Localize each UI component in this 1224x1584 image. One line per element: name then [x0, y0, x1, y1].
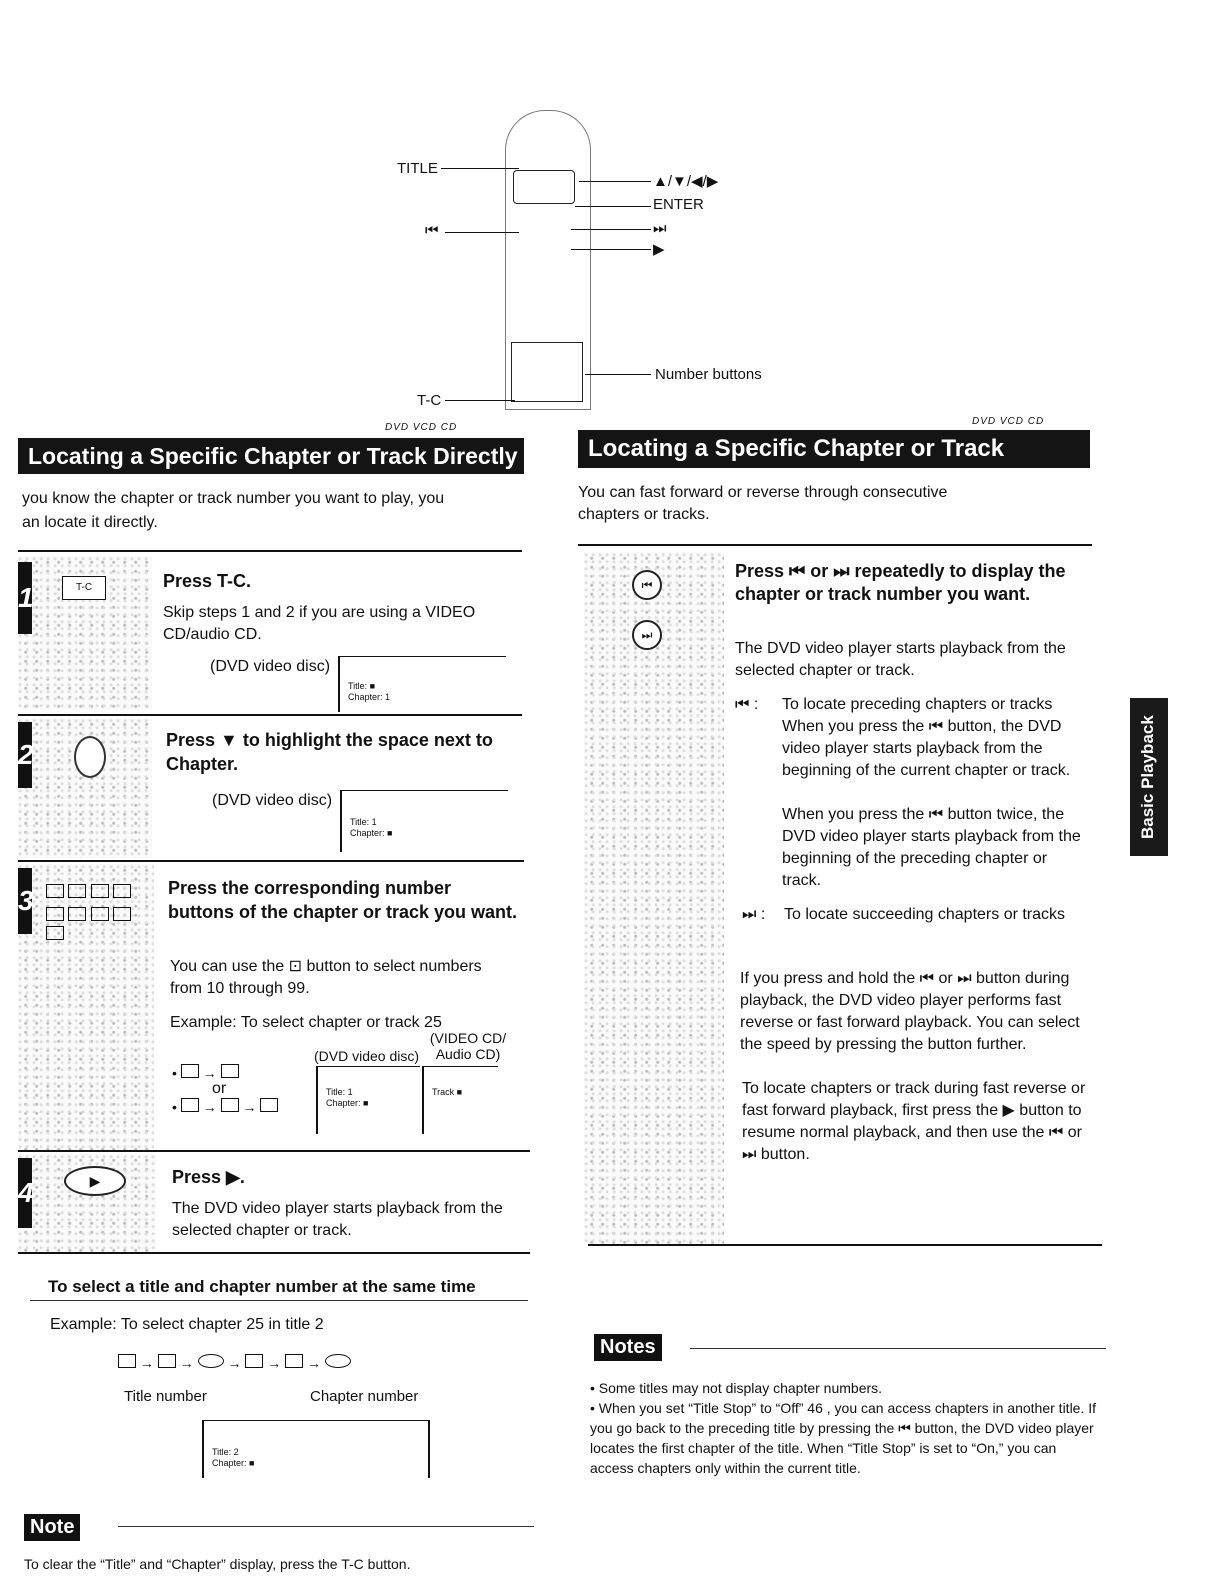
sub-screen-chapter: Chapter: ■ [212, 1458, 255, 1468]
step3-disc-dvd-label: (DVD video disc) [314, 1048, 420, 1064]
sub-heading-rule [30, 1300, 528, 1301]
left-note-rule [118, 1526, 534, 1527]
digit-1-icon [46, 884, 64, 898]
tc-button-icon: T-C [62, 576, 106, 600]
sub-screen [202, 1420, 430, 1478]
step2-screen-title: Title: 1 [350, 817, 377, 827]
right-notes-rule [690, 1348, 1106, 1349]
step3-sequence-a: • → [172, 1064, 239, 1081]
step1-disc-label: (DVD video disc) [210, 658, 331, 675]
right-intro: You can fast forward or reverse through consecutive chapters or tracks. [578, 484, 948, 523]
step3-title: Press the corresponding number buttons of the chapter or track you want. [168, 878, 518, 922]
right-section-heading: Locating a Specific Chapter or Track [578, 430, 1090, 468]
tc-label: T-C [417, 392, 442, 409]
digit-9-icon [46, 926, 64, 940]
step3-number: 3 [18, 868, 32, 934]
next-text: To locate succeeding chapters or tracks [784, 906, 1066, 923]
enter-leader [575, 206, 651, 207]
prev-label: ⏮ [425, 222, 439, 239]
right-step-top-rule [578, 544, 1092, 546]
prev-text-2: When you press the ⏮ button, the DVD video player starts playback from the beginning of the current chapter or track. [782, 718, 1071, 779]
play-label: ▶ [653, 241, 665, 258]
step3-or: or [212, 1080, 227, 1097]
step2-top-rule [18, 714, 522, 716]
step3-dvd-screen-title: Title: 1 [326, 1087, 353, 1097]
step4-body: The DVD video player starts playback from the selected chapter or track. [172, 1200, 503, 1239]
sub-screen-title: Title: 2 [212, 1447, 239, 1457]
sub-heading: To select a title and chapter number at the same time [48, 1277, 476, 1296]
basic-playback-tab: Basic Playback [1130, 698, 1168, 856]
number-leader [585, 374, 651, 375]
step3-vcd-screen-track: Track ■ [432, 1087, 463, 1097]
right-note-1: • Some titles may not display chapter numbers. [590, 1380, 883, 1396]
step3-dvd-screen-chapter: Chapter: ■ [326, 1098, 369, 1108]
step1-top-rule [18, 550, 522, 552]
step4-number: 4 [18, 1158, 32, 1228]
step3-disc-vcd-label: (VIDEO CD/ Audio CD) [429, 1030, 507, 1062]
right-note-2: • When you set “Title Stop” to “Off” 46 , you can access chapters in another title. If you go back to the preceding title by pressing the ⏮ button, the DVD video player locates the first chapter of the title. When “Title Stop” is set to “On,” you can access chapters only within the current title. [590, 1400, 1097, 1476]
digit-6-icon [68, 907, 86, 921]
remote-number-pad [511, 342, 583, 402]
number-pad-icon [46, 880, 142, 945]
right-notes-tag: Notes [594, 1334, 662, 1361]
digit-2-icon [68, 884, 86, 898]
digit-8-icon [113, 907, 131, 921]
step3-dvd-screen [316, 1066, 420, 1134]
step3-top-rule [18, 860, 524, 862]
digit-2-sub-icon [158, 1354, 176, 1368]
next-leader [571, 229, 651, 230]
step1-screen-chapter: Chapter: 1 [348, 692, 391, 702]
digit-5-seq-icon [221, 1064, 239, 1078]
step4-top-rule [18, 1150, 530, 1152]
number-buttons-label: Number buttons [655, 366, 762, 383]
step4-title: Press ▶. [172, 1167, 245, 1187]
step3-sequence-b: • → → [172, 1098, 278, 1115]
step2-screen-chapter: Chapter: ■ [350, 828, 393, 838]
right-step-bottom-rule [588, 1244, 1102, 1246]
digit-3-icon [91, 884, 109, 898]
tc-seq-icon [118, 1354, 136, 1368]
left-intro-line1: you know the chapter or track number you want to play, you [22, 490, 445, 507]
sub-sequence: → → → → → [118, 1354, 351, 1371]
step1-title: Press T-C. [163, 571, 252, 591]
step4-bottom-rule [18, 1252, 530, 1254]
next-label: ⏭ [653, 220, 667, 237]
left-note-text: To clear the “Title” and “Chapter” display, press the T-C button. [24, 1556, 411, 1572]
digit-2-sub-icon-b [245, 1354, 263, 1368]
step1-number: 1 [18, 562, 32, 634]
remote-diagram [395, 110, 795, 420]
digit-5-sub-icon [285, 1354, 303, 1368]
digit-4-icon [113, 884, 131, 898]
remote-arrow-pad [513, 170, 575, 204]
down-arrow-button-icon [74, 736, 106, 778]
digit-5-icon [46, 907, 64, 921]
sub-example: Example: To select chapter 25 in title 2 [50, 1316, 324, 1333]
plus10-seq-icon-2 [221, 1098, 239, 1112]
step3-body: You can use the ⊡ button to select numbers from 10 through 99. [170, 958, 482, 997]
title-label: TITLE [397, 160, 438, 177]
right-disc-badges: DVD VCD CD [972, 416, 1045, 427]
play-button-icon: ▶ [64, 1166, 126, 1196]
hold-text-2: To locate chapters or track during fast reverse or fast forward playback, first press the ▶ button to resume normal playback, and then use the ⏮ or ⏭ button. [742, 1080, 1086, 1163]
next-symbol: ⏭ : [742, 906, 766, 923]
arrows-label: ▲/▼/◀/▶ [653, 173, 719, 190]
right-step-body: The DVD video player starts playback from the selected chapter or track. [735, 640, 1066, 679]
prev-text-3: When you press the ⏮ button twice, the DVD video player starts playback from the beginning of the preceding chapter or track. [782, 806, 1081, 889]
prev-leader [445, 232, 519, 233]
digit-5-seq-icon-b [260, 1098, 278, 1112]
step2-disc-label: (DVD video disc) [212, 792, 333, 809]
step2-screen [340, 790, 508, 852]
digit-7-icon [91, 907, 109, 921]
title-leader [441, 168, 519, 169]
plus10-seq-icon-1 [181, 1098, 199, 1112]
step3-example: Example: To select chapter or track 25 [170, 1014, 442, 1031]
enter-sub-icon [325, 1354, 351, 1368]
next-button-icon: ⏭ [632, 620, 662, 650]
enter-label: ENTER [653, 196, 704, 213]
tc-leader [445, 400, 515, 401]
down-sub-icon [198, 1354, 224, 1368]
title-number-label: Title number [124, 1388, 207, 1405]
step2-title: Press ▼ to highlight the space next to Chapter. [166, 730, 493, 774]
arrows-leader [579, 181, 651, 182]
chapter-number-label: Chapter number [310, 1388, 419, 1405]
hold-text: If you press and hold the ⏮ or ⏭ button during playback, the DVD video player performs fast reverse or fast forward playback. You can select the speed by pressing the button further. [740, 970, 1080, 1053]
left-intro-line2: an locate it directly. [22, 514, 158, 531]
left-note-tag: Note [24, 1514, 80, 1541]
step1-screen-title: Title: ■ [348, 681, 376, 691]
digit-2-seq-icon [181, 1064, 199, 1078]
prev-symbol: ⏮ : [735, 696, 759, 713]
right-step-image [584, 552, 724, 1244]
step2-number: 2 [18, 722, 32, 788]
prev-text-1: To locate preceding chapters or tracks [782, 696, 1053, 713]
left-section-heading: Locating a Specific Chapter or Track Directly [18, 438, 524, 474]
step1-screen [338, 656, 506, 712]
step1-body: Skip steps 1 and 2 if you are using a VIDEO CD/audio CD. [163, 604, 476, 643]
step3-vcd-screen [422, 1066, 498, 1134]
play-leader [571, 249, 651, 250]
left-disc-badges: DVD VCD CD [385, 422, 458, 433]
prev-button-icon: ⏮ [632, 570, 662, 600]
right-step-title: Press ⏮ or ⏭ repeatedly to display the chapter or track number you want. [735, 561, 1066, 604]
